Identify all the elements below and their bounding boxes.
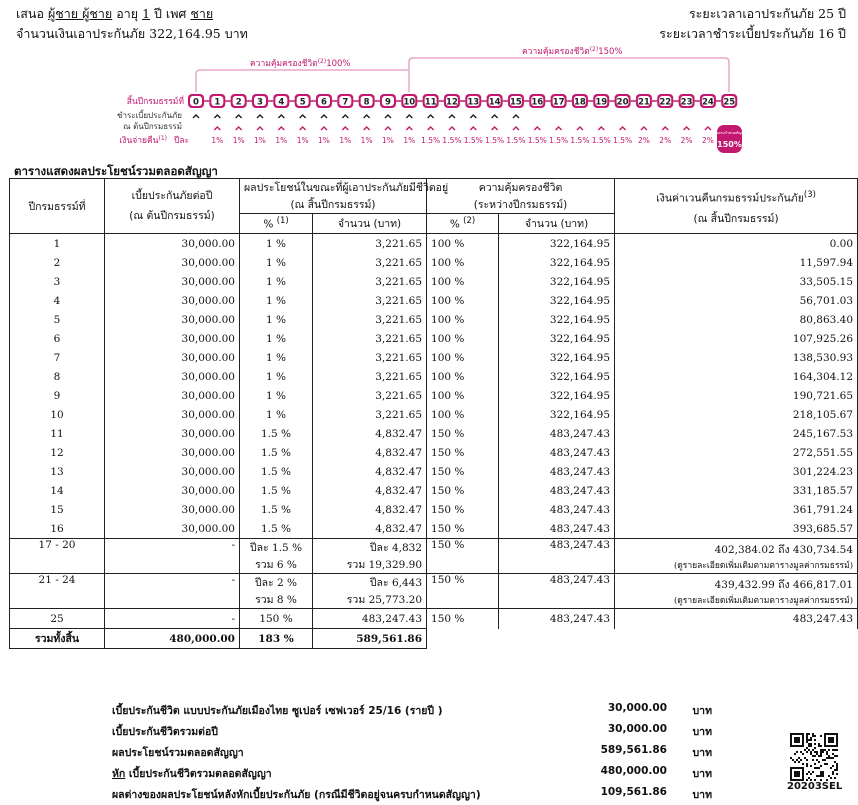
cell-benefit-pct: ปีละ 1.5 % รวม 6 % bbox=[240, 539, 313, 574]
cell-benefit-amount: ปีละ 6,443 รวม 25,773.20 bbox=[313, 574, 427, 609]
table-row bbox=[10, 348, 858, 367]
proposal-line bbox=[16, 4, 213, 24]
refund-pct: 2% bbox=[680, 136, 693, 145]
refund-pct: 1.5% bbox=[421, 136, 441, 145]
table-row bbox=[10, 291, 858, 310]
refund-chevron-icon bbox=[556, 127, 562, 130]
refund-chevron-icon bbox=[449, 127, 455, 130]
cell-coverage-pct: 100 % bbox=[427, 367, 499, 386]
cell-benefit-pct: 1 % bbox=[240, 329, 313, 348]
cell-coverage-pct: 100 % bbox=[427, 291, 499, 310]
sex-value: ชาย bbox=[190, 6, 214, 21]
cell-benefit-pct: 150 % bbox=[240, 609, 313, 629]
summary-section bbox=[112, 700, 732, 805]
cell-coverage-amount: 322,164.95 bbox=[499, 348, 615, 367]
cell-premium: - bbox=[105, 574, 240, 609]
refund-pct: 1% bbox=[339, 136, 352, 145]
cell-premium: 30,000.00 bbox=[105, 272, 240, 291]
summary-row: เบี้ยประกันชีวิตรวมต่อปี 30,000.00 บาท bbox=[112, 723, 712, 738]
cell-year: 25 bbox=[10, 609, 105, 629]
premium-chevron-icon bbox=[342, 115, 348, 118]
cell-premium: 30,000.00 bbox=[105, 500, 240, 519]
refund-chevron-icon bbox=[534, 127, 540, 130]
refund-chevron-icon bbox=[236, 127, 242, 130]
refund-pct: 1% bbox=[211, 136, 224, 145]
refund-pct: 1.5% bbox=[463, 136, 483, 145]
table-title: ตารางแสดงผลประโยชน์รวมตลอดสัญญา bbox=[14, 164, 218, 178]
header-coverage-amount: จำนวน (บาท) bbox=[499, 214, 615, 234]
sum-insured: จำนวนเงินเอาประกันภัย 322,164.95 บาท bbox=[16, 26, 248, 41]
refund-pct: 1% bbox=[403, 136, 416, 145]
premium-chevron-icon bbox=[257, 115, 263, 118]
cell-coverage-pct: 150 % bbox=[427, 519, 499, 539]
cell-benefit-amount: 3,221.65 bbox=[313, 348, 427, 367]
year-number: 19 bbox=[595, 97, 608, 108]
cell-cash-value: 190,721.65 bbox=[615, 386, 858, 405]
year-number: 14 bbox=[488, 97, 501, 108]
cell-benefit-amount: 4,832.47 bbox=[313, 500, 427, 519]
cell-coverage-pct: 150 % bbox=[427, 462, 499, 481]
cell-benefit-amount: 4,832.47 bbox=[313, 443, 427, 462]
table-row-25 bbox=[10, 609, 858, 629]
cell-cash-value: 138,530.93 bbox=[615, 348, 858, 367]
header-year: ปีกรมธรรม์ที่ bbox=[10, 179, 105, 234]
year-number: 2 bbox=[235, 97, 242, 108]
coverage-150-bracket bbox=[409, 58, 729, 92]
cell-benefit-pct: 1 % bbox=[240, 367, 313, 386]
refund-chevron-icon bbox=[598, 127, 604, 130]
cell-coverage-pct: 100 % bbox=[427, 253, 499, 272]
cell-benefit-amount: 4,832.47 bbox=[313, 481, 427, 500]
cell-premium: 30,000.00 bbox=[105, 291, 240, 310]
refund-pct: 2% bbox=[701, 136, 714, 145]
refund-pct: 1.5% bbox=[613, 136, 633, 145]
cell-premium: 30,000.00 bbox=[105, 348, 240, 367]
total-label: รวมทั้งสิ้น bbox=[10, 629, 105, 649]
cell-coverage-pct: 150 % bbox=[427, 539, 499, 574]
cell-year: 4 bbox=[10, 291, 105, 310]
cell-year: 6 bbox=[10, 329, 105, 348]
refund-pct: 1% bbox=[360, 136, 373, 145]
cell-coverage-pct: 100 % bbox=[427, 272, 499, 291]
refund-pct: 2% bbox=[637, 136, 650, 145]
cell-coverage-pct: 100 % bbox=[427, 386, 499, 405]
refund-chevron-icon bbox=[385, 127, 391, 130]
cell-benefit-pct: 1.5 % bbox=[240, 462, 313, 481]
premium-chevron-icon bbox=[300, 115, 306, 118]
cell-year: 7 bbox=[10, 348, 105, 367]
cell-year: 10 bbox=[10, 405, 105, 424]
cell-coverage-amount: 322,164.95 bbox=[499, 253, 615, 272]
premium-chevron-icon bbox=[278, 115, 284, 118]
cell-cash-value: 361,791.24 bbox=[615, 500, 858, 519]
total-benefit-amount: 589,561.86 bbox=[313, 629, 427, 649]
cell-year: 9 bbox=[10, 386, 105, 405]
table-total-row bbox=[10, 629, 858, 649]
cell-year: 2 bbox=[10, 253, 105, 272]
cell-benefit-pct: 1.5 % bbox=[240, 481, 313, 500]
refund-pct: 1% bbox=[232, 136, 245, 145]
cell-premium: 30,000.00 bbox=[105, 405, 240, 424]
cell-benefit-amount: 3,221.65 bbox=[313, 329, 427, 348]
refund-chevron-icon bbox=[342, 127, 348, 130]
refund-pct: 1.5% bbox=[570, 136, 590, 145]
cell-coverage-amount: 483,247.43 bbox=[499, 609, 615, 629]
refund-chevron-icon bbox=[321, 127, 327, 130]
table-row bbox=[10, 272, 858, 291]
cell-cash-value: 272,551.55 bbox=[615, 443, 858, 462]
cell-coverage-amount: 322,164.95 bbox=[499, 329, 615, 348]
cell-benefit-amount: 4,832.47 bbox=[313, 519, 427, 539]
table-row-17-20 bbox=[10, 539, 858, 574]
cell-benefit-pct: 1 % bbox=[240, 386, 313, 405]
cell-benefit-pct: 1.5 % bbox=[240, 500, 313, 519]
year-number: 4 bbox=[278, 97, 285, 108]
cell-coverage-pct: 100 % bbox=[427, 348, 499, 367]
premium-chevron-icon bbox=[470, 115, 476, 118]
cell-premium: - bbox=[105, 539, 240, 574]
header-benefit-pct: % $^{(1)}$ bbox=[240, 214, 313, 234]
cell-benefit-pct: 1.5 % bbox=[240, 443, 313, 462]
cell-coverage-pct: 100 % bbox=[427, 329, 499, 348]
cell-coverage-pct: 150 % bbox=[427, 424, 499, 443]
refund-chevron-icon bbox=[214, 127, 220, 130]
cell-coverage-amount: 322,164.95 bbox=[499, 234, 615, 254]
year-number: 7 bbox=[342, 97, 349, 108]
premium-chevron-icon bbox=[214, 115, 220, 118]
cell-coverage-pct: 100 % bbox=[427, 234, 499, 254]
cell-coverage-pct: 100 % bbox=[427, 405, 499, 424]
cell-benefit-amount: ปีละ 4,832 รวม 19,329.90 bbox=[313, 539, 427, 574]
cell-cash-value: 402,384.02 ถึง 430,734.54 (ดูรายละเอียดเพิ่มเติมตามตารางมูลค่ากรมธรรม์) bbox=[615, 539, 858, 574]
year-number: 1 bbox=[214, 97, 221, 108]
cell-coverage-amount: 322,164.95 bbox=[499, 405, 615, 424]
coverage-100-bracket bbox=[196, 70, 409, 92]
cell-premium: 30,000.00 bbox=[105, 519, 240, 539]
year-number: 18 bbox=[574, 97, 586, 108]
cell-benefit-pct: 1.5 % bbox=[240, 519, 313, 539]
benefit-table bbox=[9, 178, 858, 649]
year-number: 15 bbox=[510, 97, 522, 108]
refund-chevron-icon bbox=[364, 127, 370, 130]
refund-chevron-icon bbox=[577, 127, 583, 130]
cell-year: 3 bbox=[10, 272, 105, 291]
cell-benefit-amount: 3,221.65 bbox=[313, 234, 427, 254]
cell-benefit-pct: 1 % bbox=[240, 310, 313, 329]
cell-coverage-amount: 483,247.43 bbox=[499, 424, 615, 443]
summary-row: หัก เบี้ยประกันชีวิตรวมตลอดสัญญา 480,000.00 บาท bbox=[112, 765, 712, 780]
refund-chevron-icon bbox=[428, 127, 434, 130]
refund-pct: 1.5% bbox=[485, 136, 505, 145]
refund-chevron-icon bbox=[641, 127, 647, 130]
cell-cash-value: 301,224.23 bbox=[615, 462, 858, 481]
premium-chevron-icon bbox=[513, 115, 519, 118]
cell-benefit-amount: 3,221.65 bbox=[313, 253, 427, 272]
qr-code-icon bbox=[790, 733, 838, 781]
total-premium: 480,000.00 bbox=[105, 629, 240, 649]
cell-cash-value: 483,247.43 bbox=[615, 609, 858, 629]
propose-label: เสนอ bbox=[16, 6, 44, 21]
year-end-label: สิ้นปีกรมธรรม์ที่ bbox=[126, 97, 184, 107]
refund-chevron-icon bbox=[513, 127, 519, 130]
year-number: 11 bbox=[424, 97, 437, 108]
cell-coverage-amount: 483,247.43 bbox=[499, 462, 615, 481]
total-benefit-pct: 183 % bbox=[240, 629, 313, 649]
cell-premium: 30,000.00 bbox=[105, 234, 240, 254]
cell-cash-value: 11,597.94 bbox=[615, 253, 858, 272]
cell-coverage-amount: 322,164.95 bbox=[499, 272, 615, 291]
refund-chevron-icon bbox=[705, 127, 711, 130]
summary-row: ผลประโยชน์รวมตลอดสัญญา 589,561.86 บาท bbox=[112, 744, 712, 759]
year-number: 13 bbox=[467, 97, 480, 108]
refund-pct: 1.5% bbox=[442, 136, 462, 145]
year-number: 25 bbox=[723, 97, 736, 108]
refund-pct: 1.5% bbox=[549, 136, 569, 145]
header-coverage: ความคุ้มครองชีวิต (ระหว่างปีกรมธรรม์) bbox=[427, 179, 615, 214]
cell-benefit-pct: ปีละ 2 % รวม 8 % bbox=[240, 574, 313, 609]
cell-benefit-amount: 3,221.65 bbox=[313, 386, 427, 405]
year-number: 22 bbox=[659, 97, 672, 108]
refund-pct: 1.5% bbox=[527, 136, 547, 145]
cell-year: 14 bbox=[10, 481, 105, 500]
cell-premium: 30,000.00 bbox=[105, 253, 240, 272]
cell-coverage-pct: 100 % bbox=[427, 310, 499, 329]
cell-benefit-amount: 3,221.65 bbox=[313, 405, 427, 424]
premium-chevron-icon bbox=[385, 115, 391, 118]
cell-year: 5 bbox=[10, 310, 105, 329]
year-number: 17 bbox=[552, 97, 565, 108]
year-number: 0 bbox=[193, 97, 199, 108]
document-code: 20203SEL bbox=[787, 781, 843, 792]
cell-coverage-amount: 483,247.43 bbox=[499, 519, 615, 539]
cell-benefit-pct: 1 % bbox=[240, 234, 313, 254]
coverage-150-label: ความคุ้มครองชีวิต$^{(2)}$150% bbox=[522, 46, 623, 57]
header-coverage-pct: % $^{(2)}$ bbox=[427, 214, 499, 234]
premium-chevron-icon bbox=[321, 115, 327, 118]
cell-cash-value: 56,701.03 bbox=[615, 291, 858, 310]
age-value: 1 bbox=[142, 6, 151, 21]
cell-cash-value: 439,432.99 ถึง 466,817.01 (ดูรายละเอียดเพิ่มเติมตามตารางมูลค่ากรมธรรม์) bbox=[615, 574, 858, 609]
insured-name: ผู้ชาย ผู้ชาย bbox=[47, 6, 113, 21]
year-number: 8 bbox=[363, 97, 370, 108]
year-number: 9 bbox=[385, 97, 391, 108]
refund-chevron-icon bbox=[620, 127, 626, 130]
header-benefit-amount: จำนวน (บาท) bbox=[313, 214, 427, 234]
table-row-21-24 bbox=[10, 574, 858, 609]
year-number: 5 bbox=[299, 97, 306, 108]
premium-chevron-icon bbox=[406, 115, 412, 118]
maturity-badge-pct: 150% bbox=[717, 140, 742, 149]
age-unit: ปี bbox=[154, 6, 162, 21]
cell-year: 17 - 20 bbox=[10, 539, 105, 574]
cell-coverage-amount: 322,164.95 bbox=[499, 291, 615, 310]
table-row bbox=[10, 443, 858, 462]
refund-pct: 1% bbox=[318, 136, 330, 145]
cell-premium: 30,000.00 bbox=[105, 443, 240, 462]
refund-chevron-icon bbox=[257, 127, 263, 130]
year-number: 23 bbox=[680, 97, 693, 108]
cell-benefit-pct: 1 % bbox=[240, 405, 313, 424]
refund-chevron-icon bbox=[300, 127, 306, 130]
cell-coverage-amount: 483,247.43 bbox=[499, 443, 615, 462]
cell-year: 8 bbox=[10, 367, 105, 386]
cell-cash-value: 331,185.57 bbox=[615, 481, 858, 500]
refund-pct: 1.5% bbox=[591, 136, 611, 145]
year-number: 6 bbox=[321, 97, 327, 108]
refund-chevron-icon bbox=[470, 127, 476, 130]
cell-cash-value: 245,167.53 bbox=[615, 424, 858, 443]
refund-chevron-icon bbox=[278, 127, 284, 130]
cell-benefit-amount: 483,247.43 bbox=[313, 609, 427, 629]
cell-coverage-amount: 483,247.43 bbox=[499, 574, 615, 609]
year-number: 16 bbox=[531, 97, 544, 108]
cell-cash-value: 164,304.12 bbox=[615, 367, 858, 386]
cell-coverage-amount: 483,247.43 bbox=[499, 481, 615, 500]
premium-chevron-icon bbox=[193, 115, 199, 118]
cell-benefit-pct: 1 % bbox=[240, 291, 313, 310]
cell-coverage-pct: 150 % bbox=[427, 500, 499, 519]
premium-label-1: ชำระเบี้ยประกันภัย bbox=[117, 111, 182, 120]
cell-year: 13 bbox=[10, 462, 105, 481]
cell-coverage-amount: 322,164.95 bbox=[499, 310, 615, 329]
coverage-100-label: ความคุ้มครองชีวิต$^{(2)}$100% bbox=[250, 58, 351, 69]
refund-pct: 1% bbox=[275, 136, 288, 145]
premium-chevron-icon bbox=[428, 115, 434, 118]
cell-year: 16 bbox=[10, 519, 105, 539]
refund-pct: 1.5% bbox=[506, 136, 526, 145]
cell-premium: 30,000.00 bbox=[105, 367, 240, 386]
cell-cash-value: 393,685.57 bbox=[615, 519, 858, 539]
cell-cash-value: 218,105.67 bbox=[615, 405, 858, 424]
cell-coverage-pct: 150 % bbox=[427, 609, 499, 629]
table-row bbox=[10, 519, 858, 539]
cell-coverage-amount: 483,247.43 bbox=[499, 500, 615, 519]
coverage-period: ระยะเวลาเอาประกันภัย 25 ปี bbox=[688, 6, 846, 21]
cell-year: 11 bbox=[10, 424, 105, 443]
cell-benefit-pct: 1.5 % bbox=[240, 424, 313, 443]
year-number: 3 bbox=[257, 97, 263, 108]
cell-premium: 30,000.00 bbox=[105, 462, 240, 481]
sex-label: เพศ bbox=[165, 6, 187, 21]
cell-cash-value: 107,925.26 bbox=[615, 329, 858, 348]
age-label: อายุ bbox=[116, 6, 139, 21]
table-row bbox=[10, 462, 858, 481]
year-number: 12 bbox=[446, 97, 458, 108]
cell-coverage-pct: 150 % bbox=[427, 574, 499, 609]
cell-coverage-amount: 483,247.43 bbox=[499, 539, 615, 574]
cell-benefit-pct: 1 % bbox=[240, 348, 313, 367]
table-row bbox=[10, 500, 858, 519]
table-row bbox=[10, 424, 858, 443]
cell-cash-value: 33,505.15 bbox=[615, 272, 858, 291]
refund-chevron-icon bbox=[684, 127, 690, 130]
cell-year: 12 bbox=[10, 443, 105, 462]
refund-prefix: ปีละ bbox=[174, 136, 190, 146]
table-row bbox=[10, 310, 858, 329]
premium-chevron-icon bbox=[492, 115, 498, 118]
cell-benefit-amount: 4,832.47 bbox=[313, 424, 427, 443]
cell-premium: 30,000.00 bbox=[105, 310, 240, 329]
premium-period: ระยะเวลาชำระเบี้ยประกันภัย 16 ปี bbox=[659, 26, 846, 41]
cell-premium: 30,000.00 bbox=[105, 481, 240, 500]
cell-premium: 30,000.00 bbox=[105, 424, 240, 443]
cell-coverage-pct: 150 % bbox=[427, 481, 499, 500]
table-row bbox=[10, 329, 858, 348]
header-living-benefit: ผลประโยชน์ในขณะที่ผู้เอาประกันภัยมีชีวิตอยู่ (ณ สิ้นปีกรมธรรม์) bbox=[240, 179, 427, 214]
cell-benefit-pct: 1 % bbox=[240, 253, 313, 272]
refund-chevron-icon bbox=[662, 127, 668, 130]
table-row bbox=[10, 234, 858, 254]
summary-row: ผลต่างของผลประโยชน์หลังหักเบี้ยประกันภัย (กรณีมีชีวิตอยู่จนครบกำหนดสัญญา) 109,561.86 บาท bbox=[112, 786, 712, 801]
refund-pct: 2% bbox=[659, 136, 672, 145]
table-row bbox=[10, 253, 858, 272]
cell-benefit-amount: 4,832.47 bbox=[313, 462, 427, 481]
refund-pct: 1% bbox=[382, 136, 394, 145]
benefit-timeline bbox=[0, 44, 858, 156]
cell-coverage-pct: 150 % bbox=[427, 443, 499, 462]
cell-benefit-amount: 3,221.65 bbox=[313, 291, 427, 310]
refund-label: เงินจ่ายคืน$^{(1)}$ bbox=[119, 135, 167, 146]
cell-year: 1 bbox=[10, 234, 105, 254]
year-number: 20 bbox=[616, 97, 629, 108]
table-row bbox=[10, 481, 858, 500]
summary-row: เบี้ยประกันชีวิต แบบประกันภัยเมืองไทย ซูเปอร์ เซฟเวอร์ 25/16 (รายปี ) 30,000.00 บาท bbox=[112, 702, 712, 717]
refund-chevron-icon bbox=[406, 127, 412, 130]
cell-cash-value: 0.00 bbox=[615, 234, 858, 254]
maturity-badge-label: เงินครบกำหนดสัญญา bbox=[712, 131, 747, 135]
cell-benefit-pct: 1 % bbox=[240, 272, 313, 291]
cell-year: 15 bbox=[10, 500, 105, 519]
cell-premium: - bbox=[105, 609, 240, 629]
table-row bbox=[10, 405, 858, 424]
cell-premium: 30,000.00 bbox=[105, 329, 240, 348]
premium-chevron-icon bbox=[236, 115, 242, 118]
cell-year: 21 - 24 bbox=[10, 574, 105, 609]
header-cash-value: เงินค่าเวนคืนกรมธรรม์ประกันภัย$^{(3)}$ (ณ สิ้นปีกรมธรรม์) bbox=[615, 179, 858, 234]
cell-benefit-amount: 3,221.65 bbox=[313, 367, 427, 386]
cell-coverage-amount: 322,164.95 bbox=[499, 386, 615, 405]
header-premium: เบี้ยประกันภัยต่อปี (ณ ต้นปีกรมธรรม์) bbox=[105, 179, 240, 234]
premium-label-2: ณ ต้นปีกรมธรรม์ bbox=[123, 122, 182, 131]
premium-chevron-icon bbox=[449, 115, 455, 118]
cell-premium: 30,000.00 bbox=[105, 386, 240, 405]
refund-pct: 1% bbox=[254, 136, 266, 145]
cell-benefit-amount: 3,221.65 bbox=[313, 272, 427, 291]
premium-chevron-icon bbox=[364, 115, 370, 118]
year-number: 21 bbox=[638, 97, 650, 108]
table-row bbox=[10, 386, 858, 405]
year-number: 24 bbox=[701, 97, 714, 108]
refund-pct: 1% bbox=[296, 136, 309, 145]
year-number: 10 bbox=[403, 97, 416, 108]
cell-benefit-amount: 3,221.65 bbox=[313, 310, 427, 329]
cell-cash-value: 80,863.40 bbox=[615, 310, 858, 329]
table-row bbox=[10, 367, 858, 386]
cell-coverage-amount: 322,164.95 bbox=[499, 367, 615, 386]
refund-chevron-icon bbox=[492, 127, 498, 130]
